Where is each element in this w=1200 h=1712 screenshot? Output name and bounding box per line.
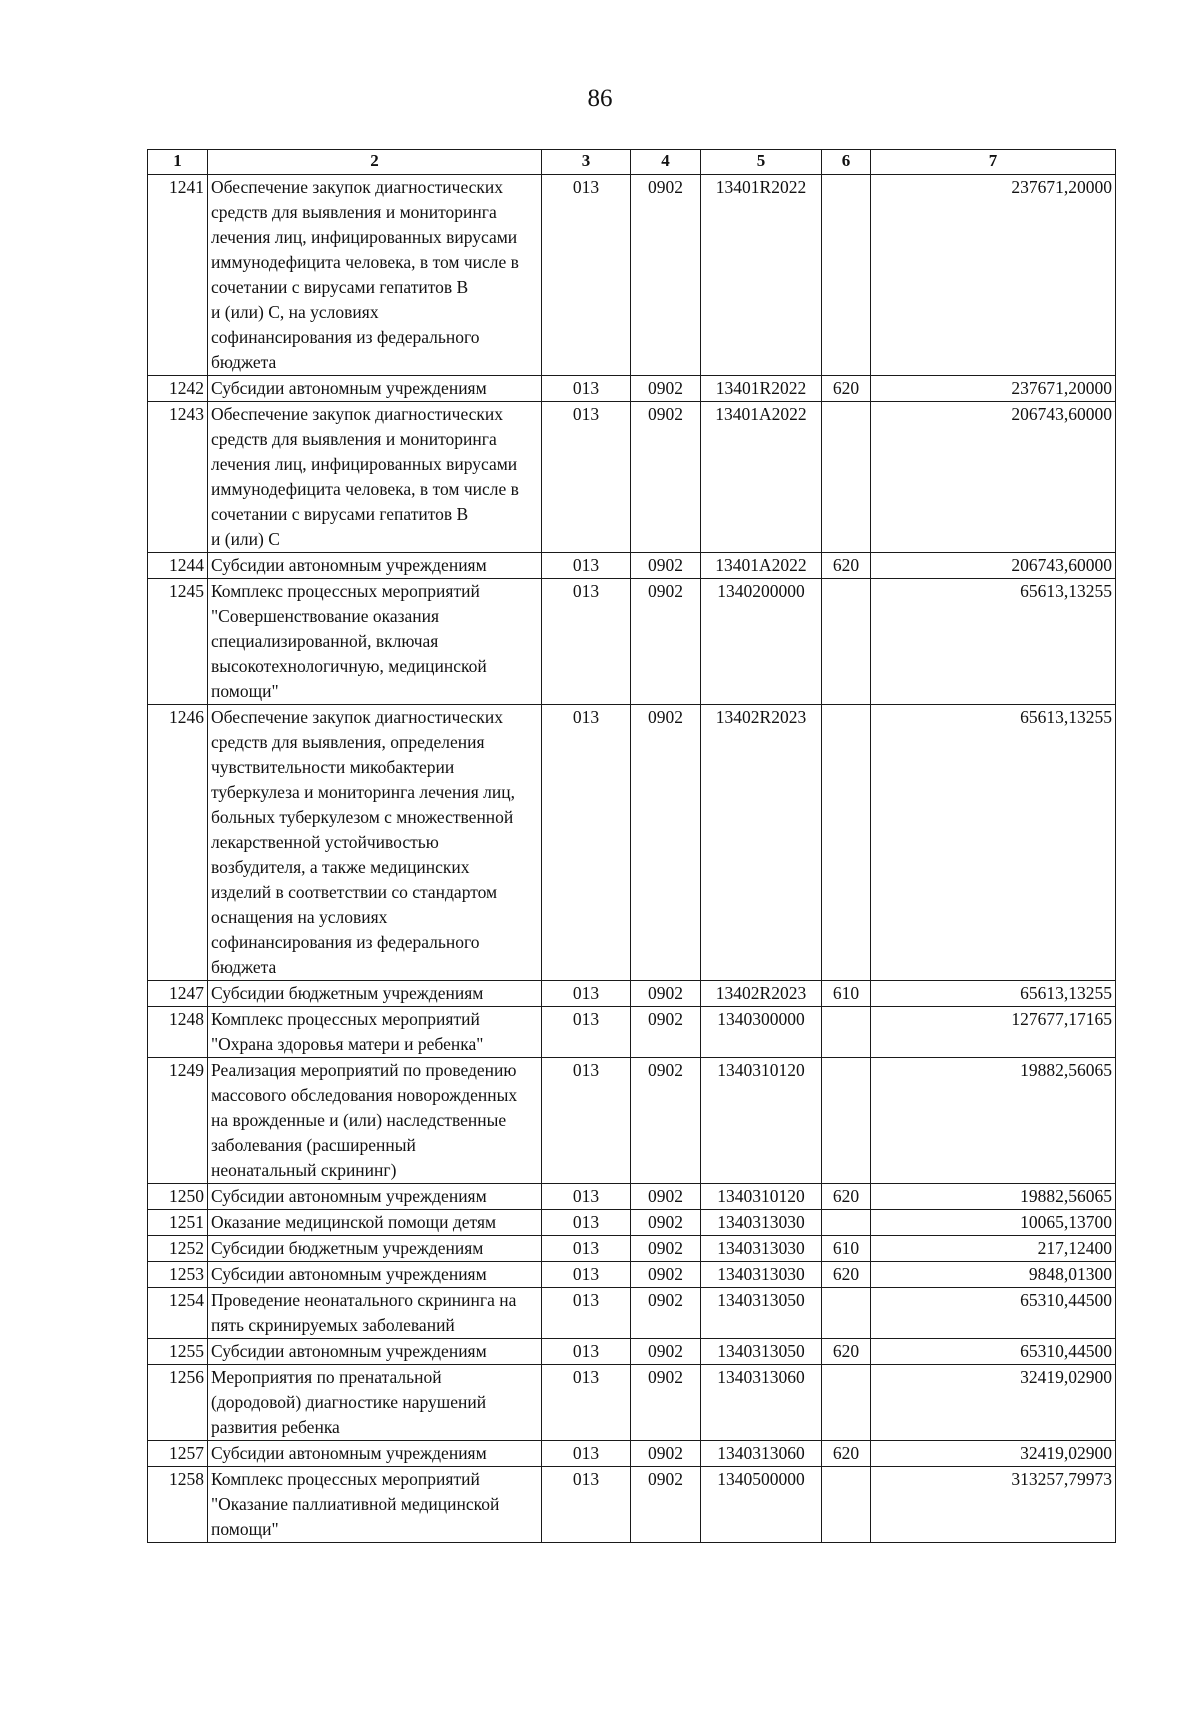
description-line: больных туберкулезом с множественной bbox=[211, 807, 514, 827]
description-line: иммунодефицита человека, в том числе в bbox=[211, 252, 519, 272]
target-article-code: 1340313060 bbox=[701, 1365, 822, 1441]
amount: 65613,13255 bbox=[871, 705, 1116, 981]
ministry-code: 013 bbox=[542, 1236, 631, 1262]
expense-type-code: 620 bbox=[822, 1339, 871, 1365]
ministry-code: 013 bbox=[542, 1288, 631, 1339]
row-number: 1256 bbox=[148, 1365, 208, 1441]
table-row bbox=[148, 981, 1116, 1007]
ministry-code: 013 bbox=[542, 579, 631, 705]
description-line: "Совершенствование оказания bbox=[211, 606, 440, 626]
ministry-code: 013 bbox=[542, 1441, 631, 1467]
ministry-code: 013 bbox=[542, 1365, 631, 1441]
description-line: Субсидии автономным учреждениям bbox=[211, 555, 487, 575]
expense-type-code: 610 bbox=[822, 1236, 871, 1262]
amount: 206743,60000 bbox=[871, 402, 1116, 553]
table-row bbox=[148, 553, 1116, 579]
description-line: сочетании с вирусами гепатитов В bbox=[211, 277, 469, 297]
expense-type-code bbox=[822, 579, 871, 705]
expense-type-code: 620 bbox=[822, 1262, 871, 1288]
row-number: 1242 bbox=[148, 376, 208, 402]
amount: 19882,56065 bbox=[871, 1184, 1116, 1210]
row-description bbox=[208, 1058, 542, 1184]
description-line: бюджета bbox=[211, 957, 277, 977]
ministry-code: 013 bbox=[542, 402, 631, 553]
amount: 65613,13255 bbox=[871, 579, 1116, 705]
description-line: Субсидии автономным учреждениям bbox=[211, 1264, 487, 1284]
section-code: 0902 bbox=[631, 1236, 701, 1262]
description-line: Комплекс процессных мероприятий bbox=[211, 581, 480, 601]
description-line: помощи" bbox=[211, 681, 279, 701]
row-description bbox=[208, 1210, 542, 1236]
target-article-code: 13402R2023 bbox=[701, 981, 822, 1007]
table-row bbox=[148, 175, 1116, 376]
description-line: специализированной, включая bbox=[211, 631, 439, 651]
column-header-4: 4 bbox=[631, 150, 701, 175]
ministry-code: 013 bbox=[542, 553, 631, 579]
target-article-code: 13401R2022 bbox=[701, 175, 822, 376]
row-number: 1245 bbox=[148, 579, 208, 705]
description-line: "Оказание паллиативной медицинской bbox=[211, 1494, 500, 1514]
section-code: 0902 bbox=[631, 376, 701, 402]
column-header-1: 1 bbox=[148, 150, 208, 175]
description-line: Субсидии автономным учреждениям bbox=[211, 378, 487, 398]
section-code: 0902 bbox=[631, 402, 701, 553]
description-line: Реализация мероприятий по проведению bbox=[211, 1060, 517, 1080]
row-description bbox=[208, 1365, 542, 1441]
description-line: Субсидии автономным учреждениям bbox=[211, 1341, 487, 1361]
description-line: Субсидии бюджетным учреждениям bbox=[211, 983, 484, 1003]
ministry-code: 013 bbox=[542, 1262, 631, 1288]
row-description bbox=[208, 1441, 542, 1467]
table-row bbox=[148, 1288, 1116, 1339]
amount: 237671,20000 bbox=[871, 376, 1116, 402]
column-header-6: 6 bbox=[822, 150, 871, 175]
row-description bbox=[208, 579, 542, 705]
table-row bbox=[148, 376, 1116, 402]
description-line: сочетании с вирусами гепатитов В bbox=[211, 504, 469, 524]
table-row bbox=[148, 1184, 1116, 1210]
column-header-7: 7 bbox=[871, 150, 1116, 175]
description-line: Обеспечение закупок диагностических bbox=[211, 707, 504, 727]
target-article-code: 1340313030 bbox=[701, 1236, 822, 1262]
expense-type-code bbox=[822, 402, 871, 553]
target-article-code: 1340313050 bbox=[701, 1288, 822, 1339]
table-row bbox=[148, 579, 1116, 705]
row-description bbox=[208, 1184, 542, 1210]
section-code: 0902 bbox=[631, 981, 701, 1007]
row-number: 1248 bbox=[148, 1007, 208, 1058]
section-code: 0902 bbox=[631, 1339, 701, 1365]
table-row bbox=[148, 1007, 1116, 1058]
target-article-code: 13401A2022 bbox=[701, 553, 822, 579]
description-line: Субсидии бюджетным учреждениям bbox=[211, 1238, 484, 1258]
description-line: лечения лиц, инфицированных вирусами bbox=[211, 227, 518, 247]
description-line: бюджета bbox=[211, 352, 277, 372]
section-code: 0902 bbox=[631, 1058, 701, 1184]
ministry-code: 013 bbox=[542, 175, 631, 376]
target-article-code: 1340300000 bbox=[701, 1007, 822, 1058]
amount: 217,12400 bbox=[871, 1236, 1116, 1262]
column-header-5: 5 bbox=[701, 150, 822, 175]
expense-type-code: 620 bbox=[822, 1184, 871, 1210]
row-description bbox=[208, 1236, 542, 1262]
description-line: Оказание медицинской помощи детям bbox=[211, 1212, 497, 1232]
description-line: и (или) С bbox=[211, 529, 280, 549]
expense-type-code bbox=[822, 1058, 871, 1184]
section-code: 0902 bbox=[631, 1184, 701, 1210]
description-line: на врожденные и (или) наследственные bbox=[211, 1110, 507, 1130]
description-line: развития ребенка bbox=[211, 1417, 340, 1437]
row-number: 1244 bbox=[148, 553, 208, 579]
description-line: лечения лиц, инфицированных вирусами bbox=[211, 454, 518, 474]
description-line: высокотехнологичную, медицинской bbox=[211, 656, 487, 676]
target-article-code: 1340313050 bbox=[701, 1339, 822, 1365]
section-code: 0902 bbox=[631, 1365, 701, 1441]
row-description bbox=[208, 1467, 542, 1543]
row-number: 1249 bbox=[148, 1058, 208, 1184]
row-description bbox=[208, 1288, 542, 1339]
row-number: 1243 bbox=[148, 402, 208, 553]
ministry-code: 013 bbox=[542, 981, 631, 1007]
section-code: 0902 bbox=[631, 1467, 701, 1543]
expense-type-code bbox=[822, 1007, 871, 1058]
target-article-code: 1340310120 bbox=[701, 1184, 822, 1210]
amount: 313257,79973 bbox=[871, 1467, 1116, 1543]
table-row bbox=[148, 1210, 1116, 1236]
expense-type-code bbox=[822, 1288, 871, 1339]
description-line: Комплекс процессных мероприятий bbox=[211, 1009, 480, 1029]
description-line: оснащения на условиях bbox=[211, 907, 388, 927]
section-code: 0902 bbox=[631, 1288, 701, 1339]
description-line: Субсидии автономным учреждениям bbox=[211, 1443, 487, 1463]
expense-type-code: 610 bbox=[822, 981, 871, 1007]
amount: 10065,13700 bbox=[871, 1210, 1116, 1236]
ministry-code: 013 bbox=[542, 1339, 631, 1365]
row-number: 1241 bbox=[148, 175, 208, 376]
section-code: 0902 bbox=[631, 579, 701, 705]
amount: 65310,44500 bbox=[871, 1288, 1116, 1339]
amount: 237671,20000 bbox=[871, 175, 1116, 376]
row-description bbox=[208, 1339, 542, 1365]
table-body bbox=[148, 175, 1116, 1543]
table-row bbox=[148, 1339, 1116, 1365]
expense-type-code bbox=[822, 1210, 871, 1236]
description-line: неонатальный скрининг) bbox=[211, 1160, 397, 1180]
row-number: 1255 bbox=[148, 1339, 208, 1365]
row-number: 1246 bbox=[148, 705, 208, 981]
row-number: 1251 bbox=[148, 1210, 208, 1236]
expense-type-code bbox=[822, 1365, 871, 1441]
row-number: 1247 bbox=[148, 981, 208, 1007]
description-line: Мероприятия по пренатальной bbox=[211, 1367, 442, 1387]
description-line: изделий в соответствии со стандартом bbox=[211, 882, 498, 902]
column-header-3: 3 bbox=[542, 150, 631, 175]
description-line: средств для выявления и мониторинга bbox=[211, 202, 497, 222]
section-code: 0902 bbox=[631, 1007, 701, 1058]
table-row bbox=[148, 1262, 1116, 1288]
table-row bbox=[148, 1058, 1116, 1184]
row-description bbox=[208, 1262, 542, 1288]
table-row bbox=[148, 705, 1116, 981]
expense-type-code: 620 bbox=[822, 553, 871, 579]
target-article-code: 1340313030 bbox=[701, 1210, 822, 1236]
amount: 65310,44500 bbox=[871, 1339, 1116, 1365]
row-description bbox=[208, 376, 542, 402]
column-header-2: 2 bbox=[208, 150, 542, 175]
target-article-code: 1340313060 bbox=[701, 1441, 822, 1467]
description-line: Проведение неонатального скрининга на bbox=[211, 1290, 517, 1310]
row-description bbox=[208, 705, 542, 981]
table-header-row bbox=[148, 150, 1116, 175]
section-code: 0902 bbox=[631, 175, 701, 376]
target-article-code: 13402R2023 bbox=[701, 705, 822, 981]
description-line: софинансирования из федерального bbox=[211, 932, 480, 952]
row-number: 1250 bbox=[148, 1184, 208, 1210]
amount: 32419,02900 bbox=[871, 1365, 1116, 1441]
row-number: 1258 bbox=[148, 1467, 208, 1543]
table-row bbox=[148, 1236, 1116, 1262]
description-line: иммунодефицита человека, в том числе в bbox=[211, 479, 519, 499]
section-code: 0902 bbox=[631, 705, 701, 981]
amount: 206743,60000 bbox=[871, 553, 1116, 579]
expense-type-code bbox=[822, 705, 871, 981]
row-description bbox=[208, 981, 542, 1007]
page-number: 86 bbox=[587, 85, 613, 112]
ministry-code: 013 bbox=[542, 1467, 631, 1543]
table-row bbox=[148, 1441, 1116, 1467]
description-line: Комплекс процессных мероприятий bbox=[211, 1469, 480, 1489]
ministry-code: 013 bbox=[542, 1210, 631, 1236]
ministry-code: 013 bbox=[542, 705, 631, 981]
description-line: помощи" bbox=[211, 1519, 279, 1539]
ministry-code: 013 bbox=[542, 1058, 631, 1184]
amount: 9848,01300 bbox=[871, 1262, 1116, 1288]
description-line: и (или) С, на условиях bbox=[211, 302, 379, 322]
description-line: лекарственной устойчивостью bbox=[211, 832, 439, 852]
row-description bbox=[208, 402, 542, 553]
description-line: заболевания (расширенный bbox=[211, 1135, 416, 1155]
description-line: софинансирования из федерального bbox=[211, 327, 480, 347]
table-row bbox=[148, 1467, 1116, 1543]
description-line: чувствительности микобактерии bbox=[211, 757, 455, 777]
amount: 127677,17165 bbox=[871, 1007, 1116, 1058]
expense-type-code: 620 bbox=[822, 376, 871, 402]
description-line: возбудителя, а также медицинских bbox=[211, 857, 470, 877]
target-article-code: 1340313030 bbox=[701, 1262, 822, 1288]
target-article-code: 1340310120 bbox=[701, 1058, 822, 1184]
target-article-code: 13401R2022 bbox=[701, 376, 822, 402]
target-article-code: 1340200000 bbox=[701, 579, 822, 705]
description-line: средств для выявления, определения bbox=[211, 732, 485, 752]
section-code: 0902 bbox=[631, 1210, 701, 1236]
section-code: 0902 bbox=[631, 1441, 701, 1467]
section-code: 0902 bbox=[631, 1262, 701, 1288]
row-number: 1254 bbox=[148, 1288, 208, 1339]
expense-type-code bbox=[822, 175, 871, 376]
description-line: средств для выявления и мониторинга bbox=[211, 429, 497, 449]
description-line: Обеспечение закупок диагностических bbox=[211, 404, 504, 424]
description-line: Обеспечение закупок диагностических bbox=[211, 177, 504, 197]
section-code: 0902 bbox=[631, 553, 701, 579]
row-description bbox=[208, 1007, 542, 1058]
target-article-code: 1340500000 bbox=[701, 1467, 822, 1543]
amount: 19882,56065 bbox=[871, 1058, 1116, 1184]
table-row bbox=[148, 402, 1116, 553]
description-line: Субсидии автономным учреждениям bbox=[211, 1186, 487, 1206]
expense-type-code: 620 bbox=[822, 1441, 871, 1467]
budget-table bbox=[147, 149, 1116, 1543]
ministry-code: 013 bbox=[542, 1184, 631, 1210]
description-line: "Охрана здоровья матери и ребенка" bbox=[211, 1034, 484, 1054]
row-number: 1257 bbox=[148, 1441, 208, 1467]
amount: 65613,13255 bbox=[871, 981, 1116, 1007]
ministry-code: 013 bbox=[542, 1007, 631, 1058]
row-description bbox=[208, 175, 542, 376]
description-line: туберкулеза и мониторинга лечения лиц, bbox=[211, 782, 516, 802]
row-description bbox=[208, 553, 542, 579]
description-line: пять скринируемых заболеваний bbox=[211, 1315, 455, 1335]
target-article-code: 13401A2022 bbox=[701, 402, 822, 553]
amount: 32419,02900 bbox=[871, 1441, 1116, 1467]
row-number: 1252 bbox=[148, 1236, 208, 1262]
row-number: 1253 bbox=[148, 1262, 208, 1288]
expense-type-code bbox=[822, 1467, 871, 1543]
ministry-code: 013 bbox=[542, 376, 631, 402]
description-line: массового обследования новорожденных bbox=[211, 1085, 518, 1105]
description-line: (дородовой) диагностике нарушений bbox=[211, 1392, 487, 1412]
table-row bbox=[148, 1365, 1116, 1441]
